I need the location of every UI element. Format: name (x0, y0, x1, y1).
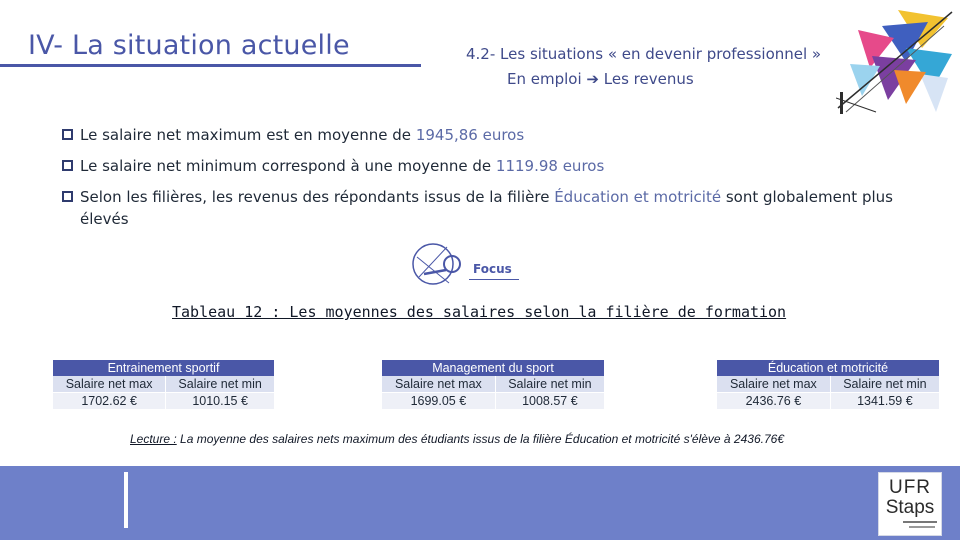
checkbox-bullet-icon (62, 160, 73, 171)
bullet-min-salary (62, 155, 942, 177)
focus-label: Focus (473, 262, 512, 276)
bullet-text: Le salaire net maximum est en moyenne de (80, 126, 416, 144)
column-header-min: Salaire net min (830, 376, 939, 392)
table-entrainement-sportif (53, 360, 274, 409)
table-management-du-sport (382, 360, 604, 409)
column-header-max: Salaire net max (382, 376, 495, 392)
cell-min: 1008.57 € (495, 392, 604, 409)
cell-min: 1010.15 € (166, 392, 274, 409)
cell-max: 1702.62 € (53, 392, 166, 409)
bullet-text: Selon les filières, les revenus des répondants issus de la filière (80, 188, 555, 206)
table-caption: Tableau 12 : Les moyennes des salaires selon la filière de formation (172, 303, 787, 321)
footer-band (0, 466, 960, 540)
logo-detail (909, 526, 935, 528)
column-header-min: Salaire net min (495, 376, 604, 392)
table-title: Management du sport (382, 360, 604, 376)
section-subtitle (466, 42, 821, 92)
page-title: IV- La situation actuelle (28, 30, 350, 61)
ufr-staps-logo (878, 472, 942, 536)
bullet-highlight: 1945,86 euros (415, 126, 525, 144)
bullet-highlight: 1119.98 euros (495, 157, 605, 175)
checkbox-bullet-icon (62, 191, 73, 202)
footer-divider (124, 472, 128, 528)
cell-max: 1699.05 € (382, 392, 495, 409)
cell-max: 2436.76 € (717, 392, 830, 409)
arrow-right-icon: ➔ (586, 70, 599, 88)
bullet-filieres (62, 186, 942, 230)
decorative-graphic (836, 8, 954, 116)
logo-text-ufr: UFR (888, 477, 932, 498)
reading-note-text: La moyenne des salaires nets maximum des étudiants issus de la filière Éducation et motricité s'élève à 2436.76€ (176, 432, 784, 446)
focus-underline (469, 279, 519, 280)
subtitle-employment: En emploi (507, 70, 582, 88)
subtitle-line-2 (466, 67, 821, 92)
bullet-text-end: sont globalement plus élevés (80, 188, 893, 228)
table-title: Entrainement sportif (53, 360, 274, 376)
checkbox-bullet-icon (62, 129, 73, 140)
bullet-max-salary (62, 124, 942, 146)
table-education-motricite (717, 360, 939, 409)
reading-note (130, 432, 784, 446)
reading-note-label: Lecture : (130, 432, 177, 446)
column-header-max: Salaire net max (53, 376, 166, 392)
table-title: Éducation et motricité (717, 360, 939, 376)
title-underline (0, 64, 421, 67)
bullet-list (62, 124, 942, 239)
column-header-min: Salaire net min (166, 376, 274, 392)
logo-detail (903, 521, 937, 523)
bullet-highlight: Éducation et motricité (554, 188, 722, 206)
logo-text-staps: Staps (885, 497, 935, 518)
bullet-text: Le salaire net minimum correspond à une moyenne de (80, 157, 496, 175)
subtitle-line-1: 4.2- Les situations « en devenir professionnel » (466, 45, 822, 63)
subtitle-income: Les revenus (603, 70, 694, 88)
cell-min: 1341.59 € (830, 392, 939, 409)
column-header-max: Salaire net max (717, 376, 830, 392)
